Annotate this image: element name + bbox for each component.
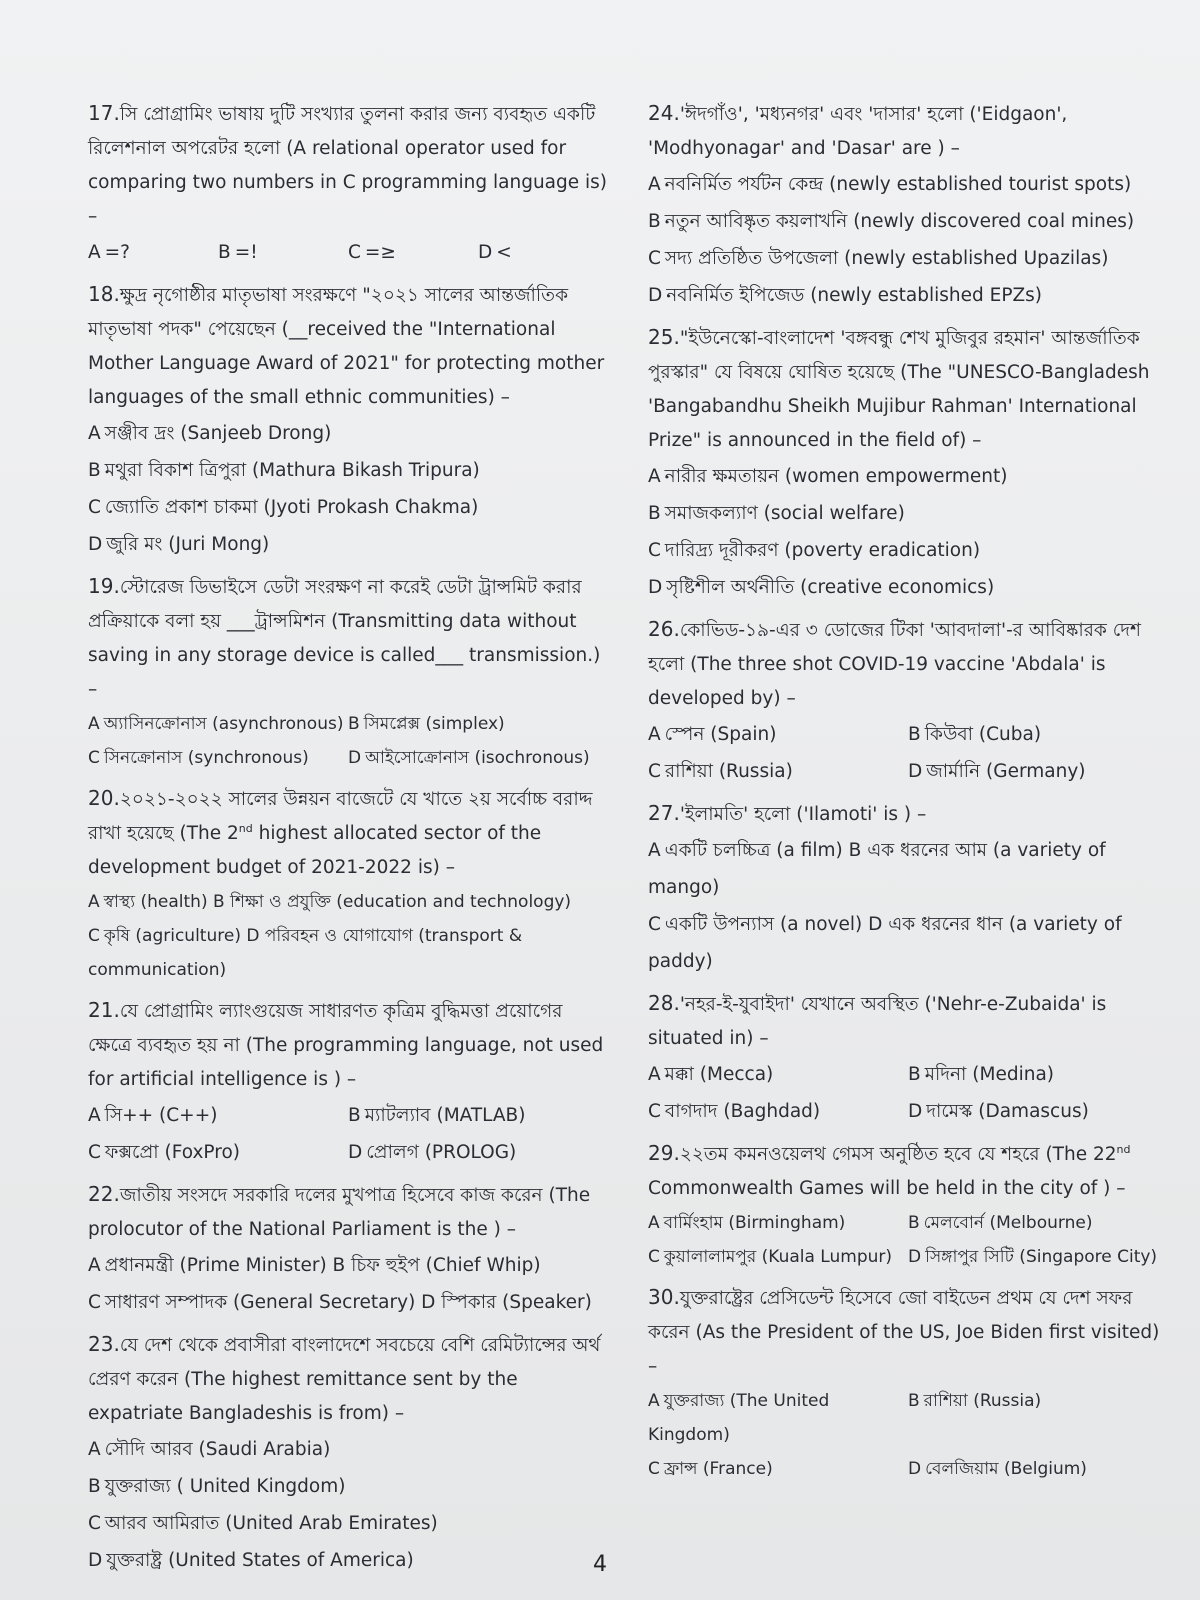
option-text: সিনক্রোনাস (synchronous) [103, 748, 309, 768]
option-text: মথুরা বিকাশ ত্রিপুরা (Mathura Bikash Tripura) [104, 460, 480, 481]
option-text: যুক্তরাষ্ট্র (United States of America) [106, 1550, 414, 1571]
option-c [648, 753, 908, 790]
option-text: ফক্সপ্রো (FoxPro) [104, 1142, 240, 1163]
question-text [88, 569, 608, 707]
question-text [648, 986, 1168, 1056]
options-list [88, 707, 608, 775]
question-number: 19. [88, 574, 120, 598]
options-list [648, 1056, 1168, 1130]
option-letter: A [88, 1439, 101, 1460]
question-number: 20. [88, 786, 120, 810]
question-18 [88, 277, 608, 563]
question-body: যে দেশ থেকে প্রবাসীরা বাংলাদেশে সবচেয়ে বেশি রেমিট্যান্সের অর্থ প্রেরণ করেন (The highest remittance sent by the expatriate Bangladeshis is from) – [88, 1335, 601, 1424]
question-26 [648, 612, 1168, 790]
option-a [648, 716, 908, 753]
question-27 [648, 796, 1168, 980]
question-text [88, 277, 608, 415]
option-b [908, 1206, 1168, 1240]
option-text: =! [234, 242, 258, 263]
options-list [648, 166, 1168, 314]
question-body: কোভিড-১৯-এর ৩ ডোজের টিকা 'আবদালা'-র আবিষ্কারক দেশ হলো (The three shot COVID-19 vaccine 'Abdala' is developed by) – [648, 620, 1141, 709]
option-letter: A [648, 1213, 660, 1233]
option-letter: D [648, 577, 663, 598]
option-letter: D [648, 285, 663, 306]
option-text: সদ্য প্রতিষ্ঠিত উপজেলা (newly established Upazilas) [664, 248, 1109, 269]
question-25 [648, 320, 1168, 606]
option-b [348, 1097, 608, 1134]
option-letter: C [648, 540, 661, 561]
options-list [88, 1097, 608, 1171]
option-text: জার্মানি (Germany) [926, 761, 1086, 782]
option-c [88, 741, 348, 775]
question-text [648, 320, 1168, 458]
option-c [88, 1134, 348, 1171]
option-d [478, 234, 608, 271]
option-letter: C [648, 1101, 661, 1122]
question-29 [648, 1136, 1168, 1274]
question-21 [88, 993, 608, 1171]
option-letter: B [88, 1476, 101, 1497]
question-text [88, 993, 608, 1097]
option-letter: A [88, 423, 101, 444]
option-d [908, 1093, 1168, 1130]
option-text: অ্যাসিনক্রোনাস (asynchronous) [103, 714, 344, 734]
option-letter: A [88, 1255, 101, 1276]
question-17 [88, 96, 608, 271]
option-letter: A [648, 174, 661, 195]
question-number: 30. [648, 1285, 680, 1309]
option-letter: C [88, 1292, 101, 1313]
option-letter: B [908, 1391, 920, 1411]
left-column [88, 96, 608, 1585]
question-number: 17. [88, 101, 120, 125]
option-letter: D [908, 761, 923, 782]
option-letter: C [648, 1247, 660, 1267]
option-text: ম্যাটল্যাব (MATLAB) [364, 1105, 526, 1126]
option-letter: D [88, 1550, 103, 1571]
page-number: 4 [593, 1552, 607, 1577]
option-a [88, 1097, 348, 1134]
question-28 [648, 986, 1168, 1130]
question-body: 'নহর-ই-যুবাইদা' যেখানে অবস্থিত ('Nehr-e-Zubaida' is situated in) – [648, 994, 1107, 1049]
option-letter: C [88, 497, 101, 518]
option-text: নতুন আবিষ্কৃত কয়লাখনি (newly discovered coal mines) [664, 211, 1135, 232]
option-letter: A [88, 714, 100, 734]
option-c [88, 1284, 608, 1321]
question-body: স্টোরেজ ডিভাইসে ডেটা সংরক্ষণ না করেই ডেটা ট্রান্সমিট করার প্রক্রিয়াকে বলা হয় ___ট্রান্সমিশন (Transmitting data without saving in any storage device is called___ transmission.) – [88, 577, 601, 700]
option-b [908, 1056, 1168, 1093]
question-text [88, 1177, 608, 1247]
option-text: সৌদি আরব (Saudi Arabia) [104, 1439, 331, 1460]
option-a [648, 1206, 908, 1240]
question-24 [648, 96, 1168, 314]
option-c [648, 1452, 908, 1486]
question-30 [648, 1280, 1168, 1486]
option-c [648, 532, 1168, 569]
question-body: জাতীয় সংসদে সরকারি দলের মুখপাত্র হিসেবে কাজ করেন (The prolocutor of the National Parliament is the ) – [88, 1185, 591, 1240]
option-a [88, 415, 608, 452]
option-text: সঞ্জীব দ্রং (Sanjeeb Drong) [104, 423, 332, 444]
option-text: নারীর ক্ষমতায়ন (women empowerment) [664, 466, 1008, 487]
option-text: স্বাস্থ্য (health) B শিক্ষা ও প্রযুক্তি (education and technology) [103, 892, 572, 912]
option-b [88, 1468, 608, 1505]
option-text: নবনির্মিত ইপিজেড (newly established EPZs) [666, 285, 1043, 306]
options-list [88, 234, 608, 271]
option-d [88, 526, 608, 563]
option-text: আইসোক্রোনাস (isochronous) [365, 748, 590, 768]
option-a [648, 166, 1168, 203]
options-list [648, 1206, 1168, 1274]
question-body: 'ঈদগাঁও', 'মধ্যনগর' এবং 'দাসার' হলো ('Eidgaon', 'Modhyonagar' and 'Dasar' are ) – [648, 104, 1068, 159]
option-text: =≥ [364, 242, 396, 263]
question-text [648, 96, 1168, 166]
question-number: 22. [88, 1182, 120, 1206]
option-text: =? [104, 242, 130, 263]
option-letter: C [88, 748, 100, 768]
option-letter: A [648, 724, 661, 745]
option-d [648, 569, 1168, 606]
option-b [88, 452, 608, 489]
option-text: সৃষ্টিশীল অর্থনীতি (creative economics) [666, 577, 995, 598]
option-text: দামেস্ক (Damascus) [926, 1101, 1089, 1122]
option-letter: D [478, 242, 493, 263]
option-text: বেলজিয়াম (Belgium) [925, 1459, 1087, 1479]
option-letter: B [88, 460, 101, 481]
option-letter: D [348, 1142, 363, 1163]
question-number: 21. [88, 998, 120, 1022]
question-body: ২০২১-২০২২ সালের উন্নয়ন বাজেটে যে খাতে ২য় সর্বোচ্চ বরাদ্দ রাখা হয়েছে (The 2 [88, 789, 593, 844]
option-text: জুরি মং (Juri Mong) [106, 534, 270, 555]
question-text [88, 96, 608, 234]
question-body: যুক্তরাষ্ট্রের প্রেসিডেন্ট হিসেবে জো বাইডেন প্রথম যে দেশ সফর করেন (As the President of the US, Joe Biden first visited) – [648, 1288, 1160, 1377]
option-text: সমাজকল্যাণ (social welfare) [664, 503, 905, 524]
option-text: সাধারণ সম্পাদক (General Secretary) D স্পিকার (Speaker) [104, 1292, 592, 1313]
option-c [648, 1240, 908, 1274]
question-number: 29. [648, 1141, 680, 1165]
options-list [648, 716, 1168, 790]
option-letter: D [908, 1459, 922, 1479]
option-c [648, 240, 1168, 277]
question-body-continued: Commonwealth Games will be held in the city of ) – [648, 1178, 1126, 1199]
option-letter: C [648, 761, 661, 782]
option-text: একটি উপন্যাস (a novel) D এক ধরনের ধান (a variety of paddy) [648, 914, 1122, 972]
option-b [218, 234, 348, 271]
options-list [648, 832, 1168, 980]
option-text: কিউবা (Cuba) [924, 724, 1042, 745]
option-text: প্রোলগ (PROLOG) [366, 1142, 517, 1163]
question-number: 26. [648, 617, 680, 641]
question-body: সি প্রোগ্রামিং ভাষায় দুটি সংখ্যার তুলনা করার জন্য ব্যবহৃত একটি রিলেশনাল অপরেটর হলো (A relational operator used for comparing two numbers in C programming language is) – [88, 104, 608, 227]
question-text [648, 1136, 1168, 1206]
question-19 [88, 569, 608, 775]
option-b [648, 203, 1168, 240]
option-b [348, 707, 608, 741]
option-text: স্পেন (Spain) [664, 724, 777, 745]
option-text: ফ্রান্স (France) [663, 1459, 773, 1479]
option-letter: A [88, 242, 101, 263]
option-text: মক্কা (Mecca) [664, 1064, 774, 1085]
question-body: "ইউনেস্কো-বাংলাদেশ 'বঙ্গবন্ধু শেখ মুজিবুর রহমান' আন্তর্জাতিক পুরস্কার" যে বিষয়ে ঘোষিত হয়েছে (The "UNESCO-Bangladesh 'Bangabandhu Sheikh Mujibur Rahman' International Prize" is announced in the field of) – [648, 328, 1150, 451]
question-text [88, 1327, 608, 1431]
option-text: মেলবোর্ন (Melbourne) [923, 1213, 1093, 1233]
option-text: সিঙ্গাপুর সিটি (Singapore City) [925, 1247, 1158, 1267]
option-letter: A [88, 892, 100, 912]
question-number: 18. [88, 282, 120, 306]
option-text: বার্মিংহাম (Birmingham) [663, 1213, 846, 1233]
option-letter: B [218, 242, 231, 263]
option-a [648, 458, 1168, 495]
option-text: রাশিয়া (Russia) [664, 761, 793, 782]
option-text: < [496, 242, 512, 263]
option-text: একটি চলচ্চিত্র (a film) B এক ধরনের আম (a variety of mango) [648, 840, 1106, 898]
option-c [88, 919, 608, 987]
option-letter: B [348, 1105, 361, 1126]
option-a [88, 707, 348, 741]
option-b [908, 716, 1168, 753]
options-list [648, 1384, 1168, 1486]
question-text [648, 796, 1168, 832]
question-number: 23. [88, 1332, 120, 1356]
option-letter: A [648, 1064, 661, 1085]
option-c [88, 1505, 608, 1542]
ordinal-suffix: nd [1116, 1142, 1131, 1156]
question-number: 28. [648, 991, 680, 1015]
option-a [648, 1056, 908, 1093]
option-letter: A [648, 840, 661, 861]
option-text: মদিনা (Medina) [924, 1064, 1054, 1085]
option-letter: C [88, 1142, 101, 1163]
ordinal-suffix: nd [238, 821, 253, 835]
option-text: দারিদ্র্য দূরীকরণ (poverty eradication) [664, 540, 981, 561]
option-text: জ্যোতি প্রকাশ চাকমা (Jyoti Prokash Chakma) [104, 497, 479, 518]
option-d [908, 753, 1168, 790]
options-list [88, 1247, 608, 1321]
option-letter: C [88, 1513, 101, 1534]
option-b [648, 495, 1168, 532]
option-a [648, 1384, 908, 1452]
option-letter: D [908, 1101, 923, 1122]
option-d [908, 1452, 1168, 1486]
question-body: যে প্রোগ্রামিং ল্যাংগুয়েজ সাধারণত কৃত্রিম বুদ্ধিমত্তা প্রয়োগের ক্ষেত্রে ব্যবহৃত হয় না (The programming language, not used for artificial intelligence is ) – [88, 1001, 604, 1090]
question-text [648, 612, 1168, 716]
question-text [648, 1280, 1168, 1384]
option-letter: B [908, 724, 921, 745]
option-a [88, 1431, 608, 1468]
option-text: নবনির্মিত পর্যটন কেন্দ্র (newly established tourist spots) [664, 174, 1132, 195]
question-20 [88, 781, 608, 987]
option-text: বাগদাদ (Baghdad) [664, 1101, 821, 1122]
option-letter: A [648, 1391, 660, 1411]
option-b [908, 1384, 1168, 1452]
option-d [348, 1134, 608, 1171]
question-22 [88, 1177, 608, 1321]
option-letter: C [348, 242, 361, 263]
option-letter: B [348, 714, 360, 734]
question-body-continued: highest allocated sector of the development budget of 2021-2022 is) – [88, 823, 542, 878]
option-a [88, 1247, 608, 1284]
option-d [348, 741, 608, 775]
option-letter: C [648, 914, 661, 935]
option-letter: C [88, 926, 100, 946]
option-text: প্রধানমন্ত্রী (Prime Minister) B চিফ হুইপ (Chief Whip) [104, 1255, 541, 1276]
option-text: যুক্তরাজ্য ( United Kingdom) [104, 1476, 346, 1497]
option-text: রাশিয়া (Russia) [923, 1391, 1042, 1411]
option-letter: A [88, 1105, 101, 1126]
option-letter: C [648, 1459, 660, 1479]
question-23 [88, 1327, 608, 1579]
question-number: 27. [648, 801, 680, 825]
options-list [648, 458, 1168, 606]
question-body: 'ইলামতি' হলো ('Ilamoti' is ) – [679, 804, 927, 825]
option-c [88, 489, 608, 526]
option-c [648, 906, 1168, 980]
option-text: আরব আমিরাত (United Arab Emirates) [104, 1513, 438, 1534]
option-letter: B [908, 1064, 921, 1085]
option-d [908, 1240, 1168, 1274]
option-letter: B [648, 211, 661, 232]
options-list [88, 885, 608, 987]
option-d [648, 277, 1168, 314]
option-letter: A [648, 466, 661, 487]
option-a [648, 832, 1168, 906]
option-text: সিমপ্লেক্স (simplex) [363, 714, 505, 734]
option-letter: B [648, 503, 661, 524]
option-letter: D [88, 534, 103, 555]
option-text: কৃষি (agriculture) D পরিবহন ও যোগাযোগ (transport & communication) [88, 926, 523, 980]
question-number: 24. [648, 101, 680, 125]
option-letter: D [348, 748, 362, 768]
option-letter: D [908, 1247, 922, 1267]
option-a [88, 234, 218, 271]
question-number: 25. [648, 325, 680, 349]
option-a [88, 885, 608, 919]
options-list [88, 415, 608, 563]
option-text: যুক্তরাজ্য (The United Kingdom) [648, 1391, 830, 1445]
option-text: কুয়ালালামপুর (Kuala Lumpur) [663, 1247, 893, 1267]
question-text [88, 781, 608, 885]
question-body: ক্ষুদ্র নৃগোষ্ঠীর মাতৃভাষা সংরক্ষণে "২০২১ সালের আন্তর্জাতিক মাতৃভাষা পদক" পেয়েছেন (__received the "International Mother Language Award of 2021" for protecting mother languages of the small ethnic communities) – [88, 285, 605, 408]
question-body: ২২তম কমনওয়েলথ গেমস অনুষ্ঠিত হবে যে শহরে (The 22 [679, 1144, 1117, 1165]
option-c [348, 234, 478, 271]
option-c [648, 1093, 908, 1130]
option-text: সি++ (C++) [104, 1105, 218, 1126]
option-letter: B [908, 1213, 920, 1233]
option-letter: C [648, 248, 661, 269]
right-column [648, 96, 1168, 1492]
